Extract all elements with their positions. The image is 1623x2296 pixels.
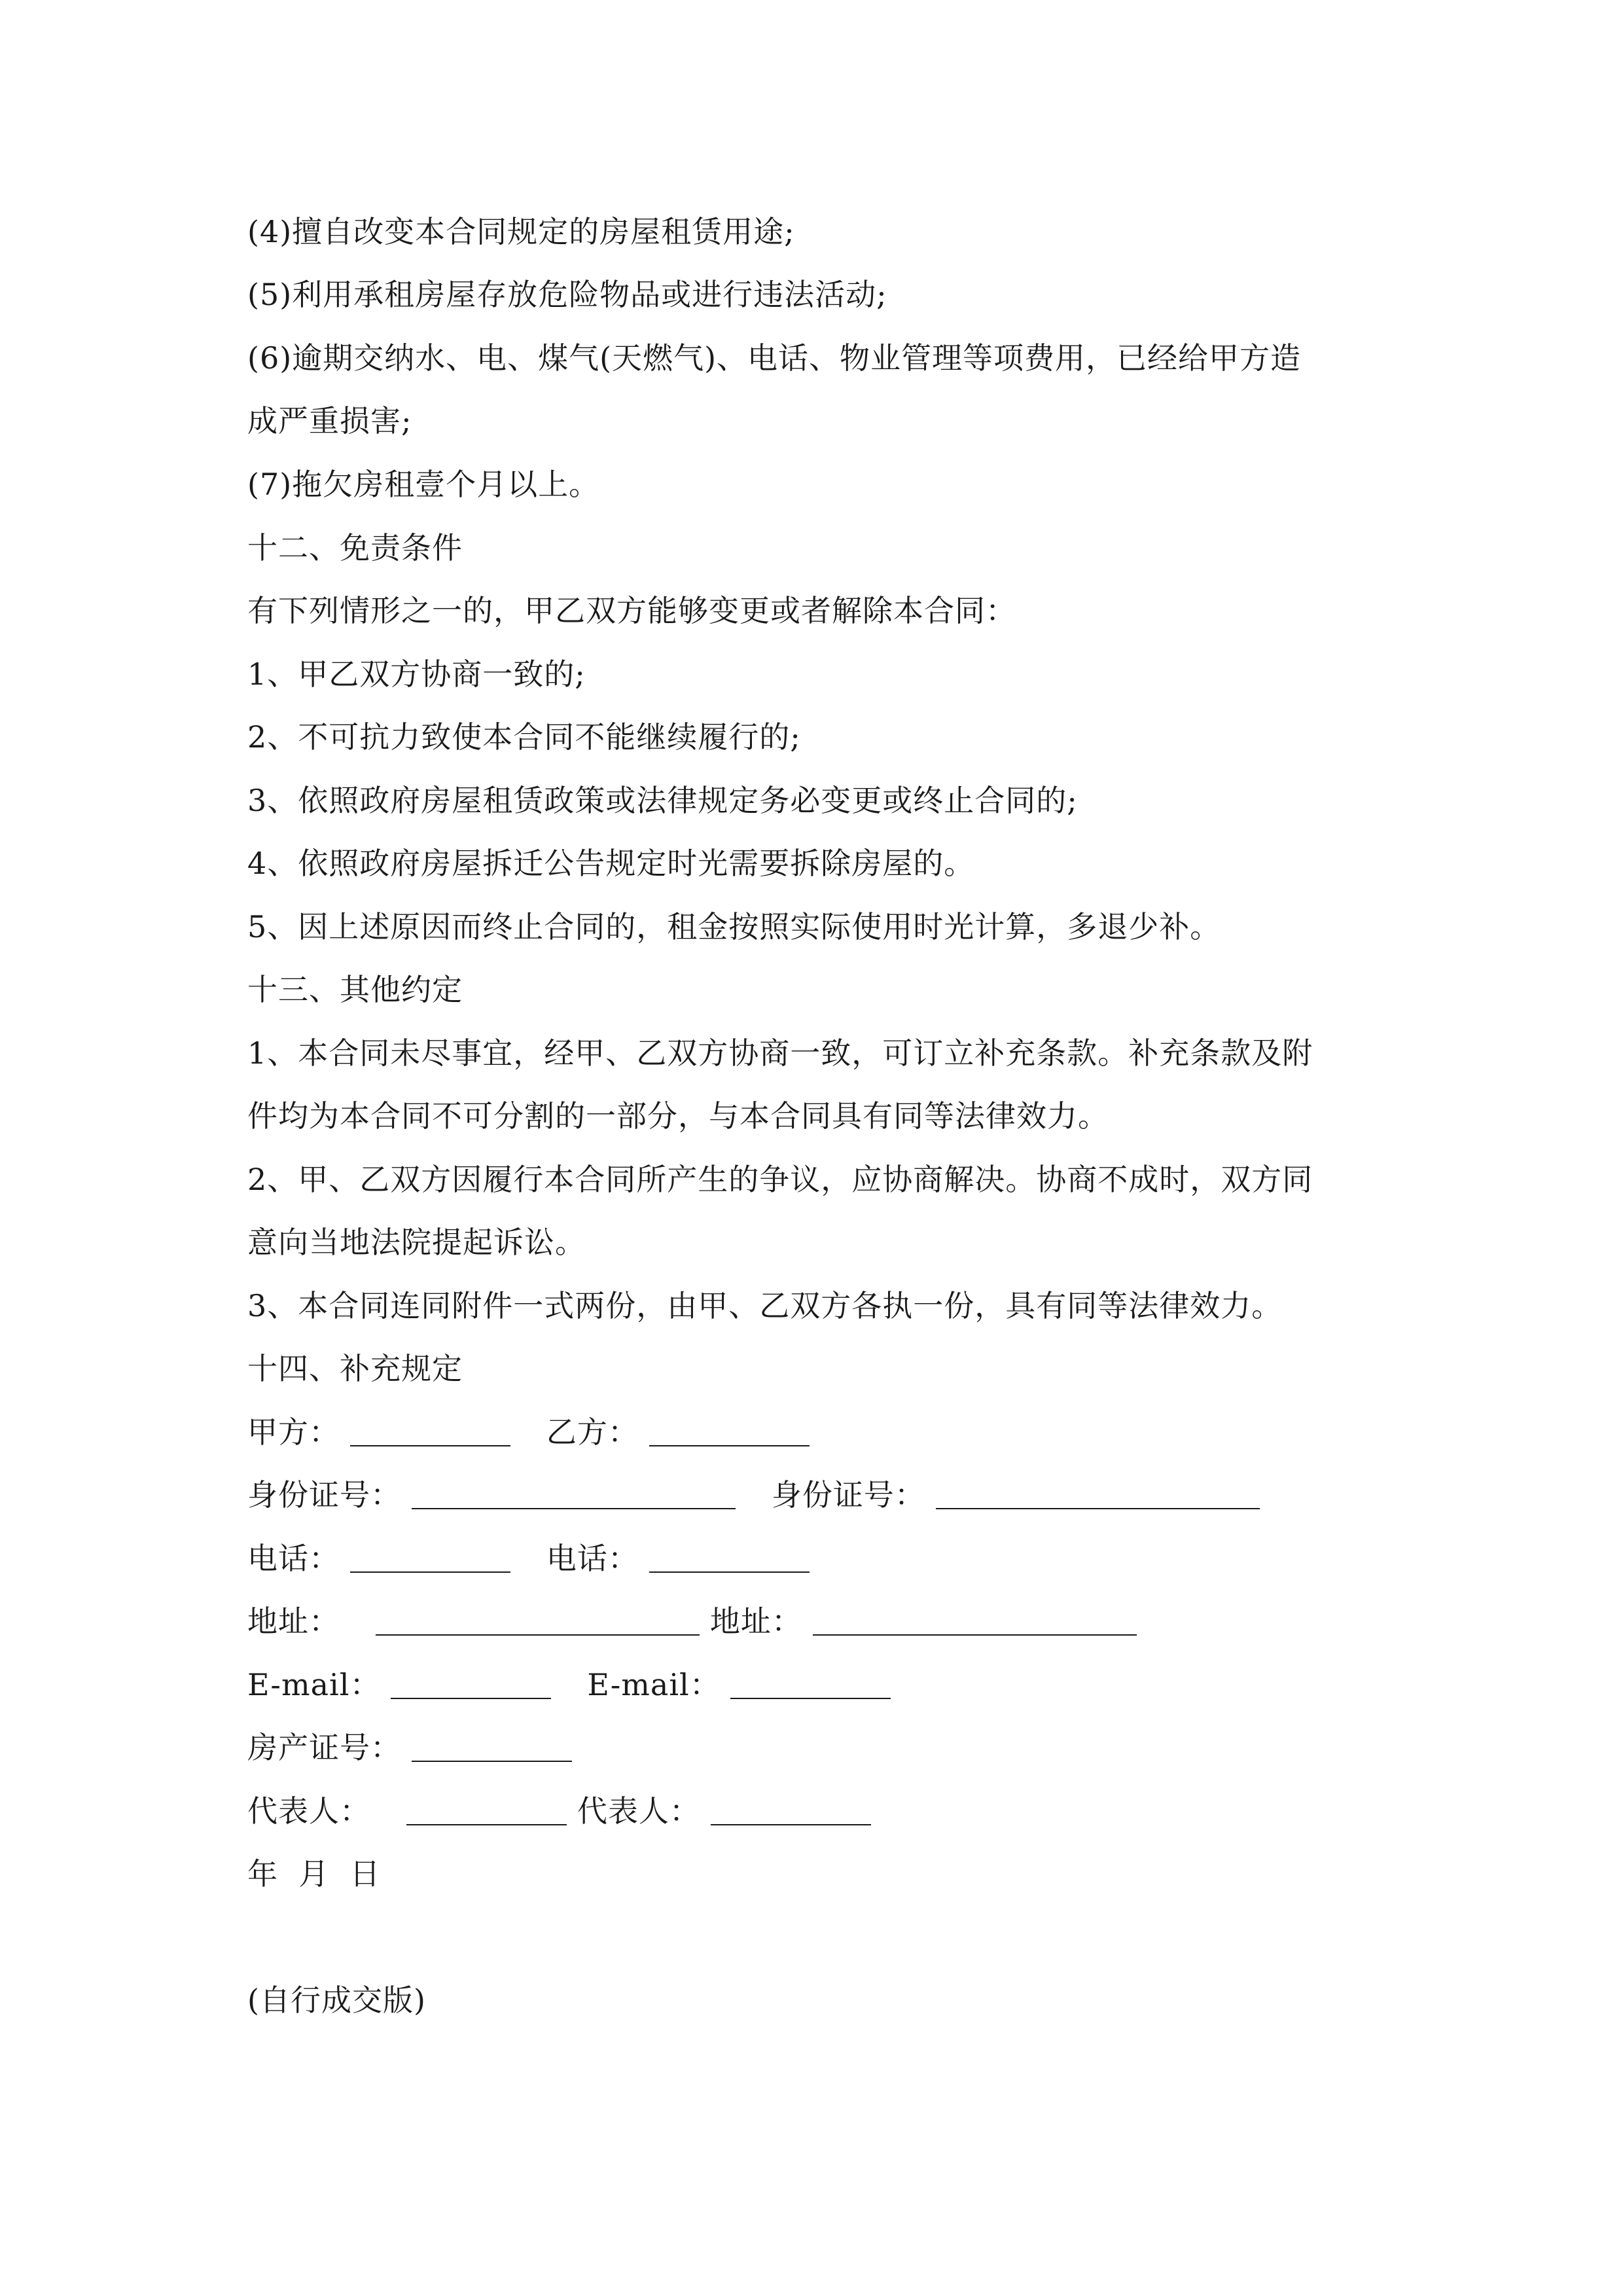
email-a-blank[interactable] (391, 1672, 551, 1699)
party-row (247, 1412, 810, 1452)
section-12-heading: 十二、免责条件 (247, 530, 463, 565)
id-row (247, 1475, 1260, 1515)
party-a-label: 甲方： (247, 1414, 340, 1450)
breach-item-6: (6)逾期交纳水、电、煤气(天燃气)、电话、物业管理等项费用，已经给甲方造 (247, 340, 1302, 376)
phone-b-blank[interactable] (649, 1545, 810, 1573)
section-13-line-4: 意向当地法院提起诉讼。 (247, 1225, 586, 1260)
property-cert-row (247, 1728, 572, 1767)
email-label-b: E-mail： (587, 1667, 721, 1702)
party-b-label: 乙方： (546, 1414, 639, 1450)
version-note: (自行成交版) (247, 1982, 426, 2018)
email-label-a: E-mail： (247, 1667, 381, 1702)
section-12-intro: 有下列情形之一的，甲乙双方能够变更或者解除本合同： (247, 593, 1016, 628)
id-label-a: 身份证号： (247, 1477, 401, 1513)
rep-a-blank[interactable] (406, 1798, 567, 1825)
id-b-blank[interactable] (936, 1482, 1260, 1509)
phone-a-blank[interactable] (350, 1545, 510, 1573)
date-line: 年 月 日 (247, 1856, 381, 1892)
section-14-heading: 十四、补充规定 (247, 1351, 463, 1386)
phone-row (247, 1539, 810, 1578)
address-label-a: 地址： (247, 1604, 340, 1639)
section-13-heading: 十三、其他约定 (247, 972, 463, 1007)
section-12-item-3: 3、依照政府房屋租赁政策或法律规定务必变更或终止合同的; (247, 783, 1078, 818)
section-12-item-2: 2、不可抗力致使本合同不能继续履行的; (247, 719, 801, 755)
id-label-b: 身份证号： (771, 1477, 925, 1513)
party-b-blank[interactable] (649, 1419, 810, 1446)
representative-row (247, 1791, 871, 1831)
breach-item-6-cont: 成严重损害; (247, 403, 412, 439)
section-13-line-2: 件均为本合同不可分割的一部分，与本合同具有同等法律效力。 (247, 1098, 1109, 1134)
email-row (247, 1665, 891, 1704)
property-cert-blank[interactable] (412, 1734, 572, 1762)
section-13-line-1: 1、本合同未尽事宜，经甲、乙双方协商一致，可订立补充条款。补充条款及附 (247, 1035, 1313, 1071)
breach-item-4: (4)擅自改变本合同规定的房屋租赁用途; (247, 214, 795, 249)
property-cert-label: 房产证号： (247, 1730, 401, 1765)
party-a-blank[interactable] (350, 1419, 510, 1446)
breach-item-5: (5)利用承租房屋存放危险物品或进行违法活动; (247, 277, 887, 312)
address-row (247, 1602, 1137, 1641)
address-label-b: 地址： (709, 1604, 802, 1639)
section-12-item-4: 4、依照政府房屋拆迁公告规定时光需要拆除房屋的。 (247, 846, 975, 881)
rep-label-b: 代表人： (577, 1793, 700, 1829)
address-a-blank[interactable] (376, 1608, 700, 1636)
rep-label-a: 代表人： (247, 1793, 370, 1829)
email-b-blank[interactable] (730, 1672, 891, 1699)
phone-label-a: 电话： (247, 1541, 340, 1576)
address-b-blank[interactable] (813, 1608, 1137, 1636)
section-13-line-3: 2、甲、乙双方因履行本合同所产生的争议，应协商解决。协商不成时，双方同 (247, 1162, 1313, 1197)
breach-item-7: (7)拖欠房租壹个月以上。 (247, 467, 600, 502)
section-12-item-1: 1、甲乙双方协商一致的; (247, 656, 586, 692)
section-12-item-5: 5、因上述原因而终止合同的，租金按照实际使用时光计算，多退少补。 (247, 909, 1221, 944)
id-a-blank[interactable] (412, 1482, 736, 1509)
rep-b-blank[interactable] (711, 1798, 871, 1825)
section-13-line-5: 3、本合同连同附件一式两份，由甲、乙双方各执一份，具有同等法律效力。 (247, 1288, 1283, 1323)
phone-label-b: 电话： (546, 1541, 639, 1576)
